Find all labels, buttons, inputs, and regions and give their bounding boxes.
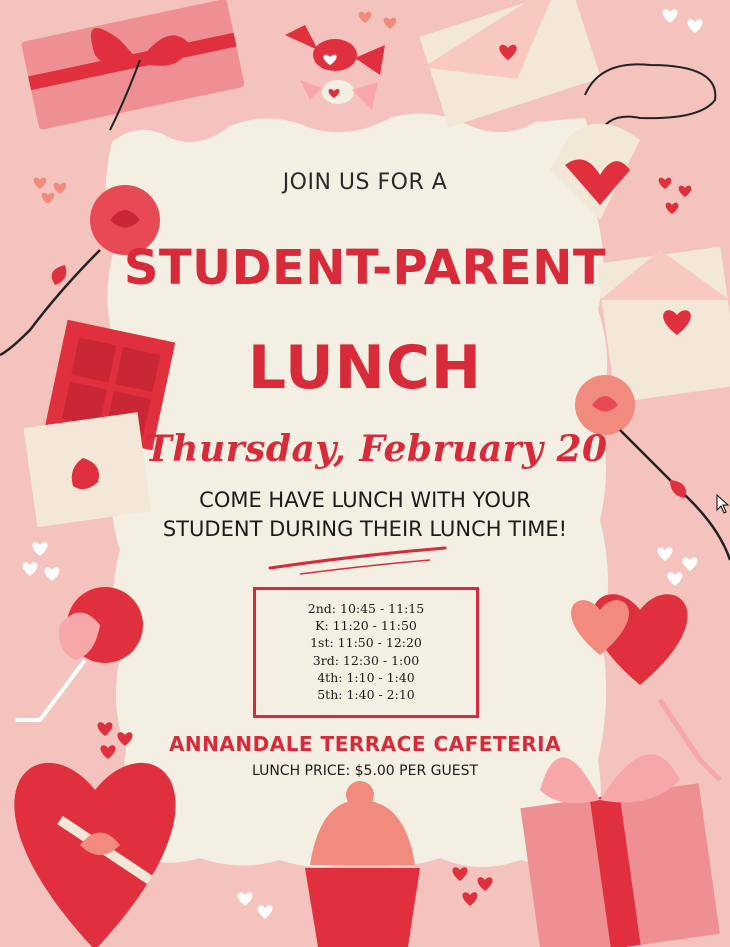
venue-name: ANNANDALE TERRACE CAFETERIA [168,732,562,756]
schedule-row: 3rd: 12:30 - 1:00 [312,652,420,668]
schedule-row: 4th: 1:10 - 1:40 [317,669,415,685]
schedule-row: K: 11:20 - 11:50 [315,618,417,634]
title-line-2: LUNCH [247,333,483,403]
gift-icon [520,754,719,947]
intro-text: JOIN US FOR A [282,170,448,195]
envelope-icon [411,0,601,127]
lunch-price: LUNCH PRICE: $5.00 PER GUEST [251,763,479,779]
event-date: Thursday, February 20 [145,428,608,470]
heart-box-icon [14,763,175,947]
schedule-row: 2nd: 10:45 - 11:15 [307,601,425,616]
lunch-schedule [253,587,479,718]
tagline-line-1: COME HAVE LUNCH WITH YOUR [199,488,531,512]
gift-icon [21,0,245,130]
title-line-1: STUDENT-PARENT [123,240,607,296]
tagline-line-2: STUDENT DURING THEIR LUNCH TIME! [162,517,568,541]
cursor-icon [716,494,730,514]
schedule-row: 5th: 1:40 - 2:10 [317,687,415,703]
candy-icon [285,25,385,110]
schedule-row: 1st: 11:50 - 12:20 [310,635,422,651]
